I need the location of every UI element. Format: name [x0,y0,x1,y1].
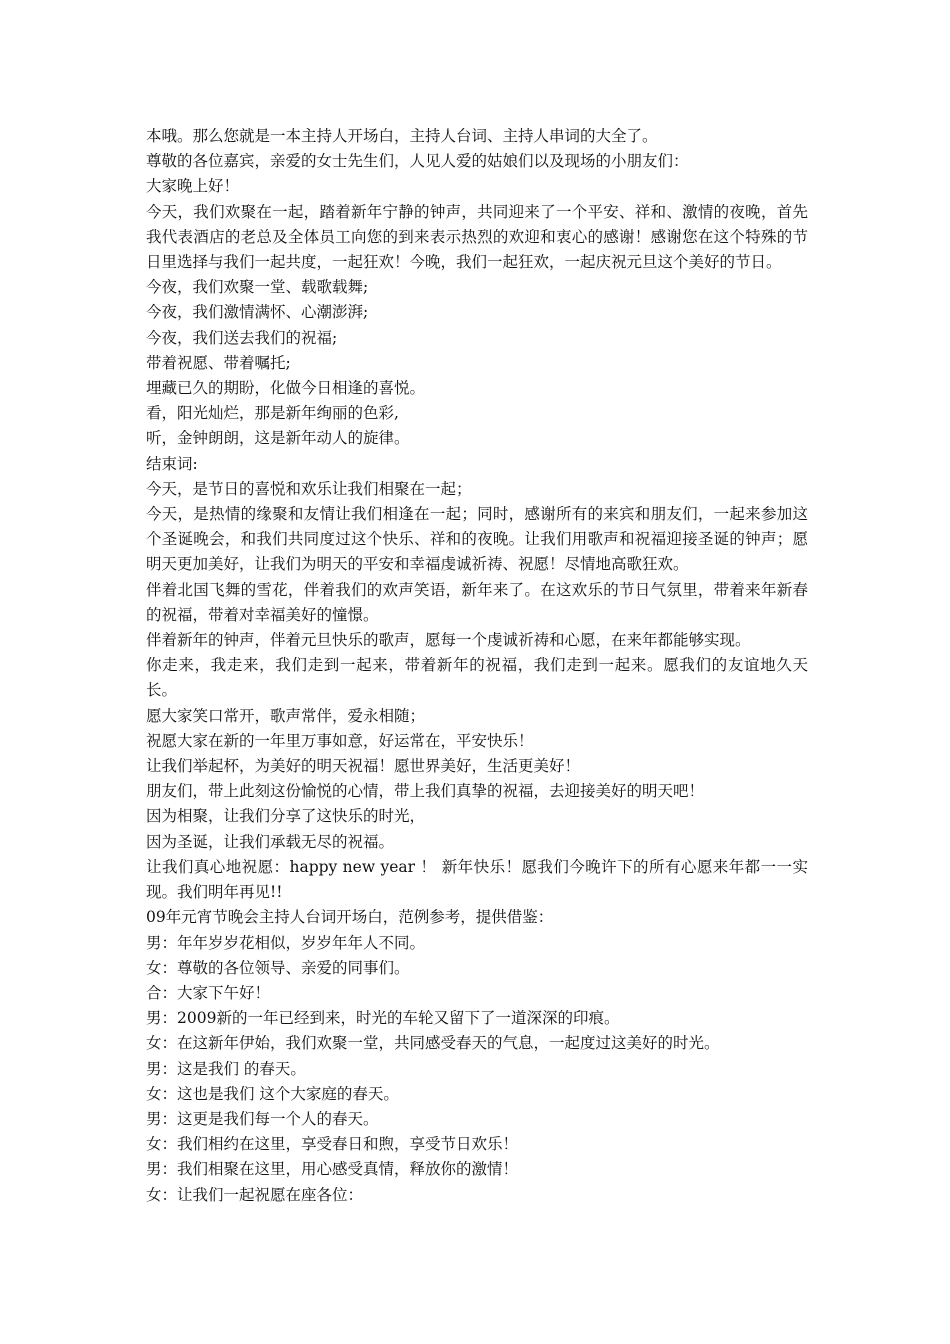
paragraph: 伴着新年的钟声，伴着元旦快乐的歌声，愿每一个虔诚祈祷和心愿，在来年都能够实现。 [146,631,751,650]
paragraph: 听，金钟朗朗，这是新年动人的旋律。 [146,429,410,448]
paragraph: 男：我们相聚在这里，用心感受真情，释放你的激情！ [146,1160,519,1179]
paragraph: 本哦。那么您就是一本主持人开场白，主持人台词、主持人串词的大全了。 [146,127,658,145]
paragraph: 尊敬的各位嘉宾，亲爱的女士先生们，人见人爱的姑娘们以及现场的小朋友们： [146,152,689,171]
paragraph: 大家晚上好！ [146,177,240,196]
paragraph: 埋藏已久的期盼，化做今日相逢的喜悦。 [146,379,426,398]
paragraph: 伴着北国飞舞的雪花，伴着我们的欢声笑语，新年来了。在这欢乐的节日气氛里，带着来年新春的祝福，带着对幸福美好的憧憬。 [146,580,808,624]
paragraph: 朋友们，带上此刻这份愉悦的心情，带上我们真挚的祝福，去迎接美好的明天吧！ [146,782,705,801]
paragraph: 男：2009新的一年已经到来，时光的车轮又留下了一道深深的印痕。 [146,1009,620,1028]
paragraph: 今夜，我们激情满怀、心潮澎湃; [146,303,369,322]
paragraph: 今天，是节日的喜悦和欢乐让我们相聚在一起； [146,479,472,498]
paragraph: 女：尊敬的各位领导、亲爱的同事们。 [146,958,410,977]
paragraph: 让我们举起杯，为美好的明天祝福！愿世界美好，生活更美好！ [146,757,581,776]
paragraph: 女：在这新年伊始，我们欢聚一堂，共同感受春天的气息，一起度过这美好的时光。 [146,1034,720,1053]
paragraph: 今夜，我们送去我们的祝福; [146,328,338,347]
paragraph: 女：我们相约在这里，享受春日和煦，享受节日欢乐！ [146,1135,519,1154]
paragraph: 因为相聚，让我们分享了这快乐的时光， [146,807,426,826]
paragraph: 今天，我们欢聚在一起，踏着新年宁静的钟声，共同迎来了一个平安、祥和、激情的夜晚，首先我代表酒店的老总及全体员工向您的到来表示热烈的欢迎和衷心的感谢！感谢您在这个特殊的节日里选择与我们一起共度，一起狂欢！今晚，我们一起狂欢，一起庆祝元旦这个美好的节日。 [146,202,808,272]
paragraph: 男：年年岁岁花相似，岁岁年年人不同。 [146,933,426,952]
paragraph: 女：这也是我们 这个大家庭的春天。 [146,1084,399,1103]
paragraph: 合：大家下午好！ [146,983,271,1002]
paragraph: 因为圣诞，让我们承载无尽的祝福。 [146,832,395,851]
paragraph: 你走来，我走来，我们走到一起来，带着新年的祝福，我们走到一起来。愿我们的友谊地久天长。 [146,656,808,700]
paragraph: 今夜，我们欢聚一堂、载歌载舞; [146,278,369,297]
paragraph: 带着祝愿、带着嘱托; [146,353,291,372]
paragraph: 今天，是热情的缘聚和友情让我们相逢在一起；同时，感谢所有的来宾和朋友们，一起来参加这个圣诞晚会，和我们共同度过这个快乐、祥和的夜晚。让我们用歌声和祝福迎接圣诞的钟声；愿明天更加美好，让我们为明天的平安和幸福虔诚祈祷、祝愿！尽情地高歌狂欢。 [146,505,808,574]
paragraph: 男：这更是我们每一个人的春天。 [146,1109,379,1128]
paragraph: 愿大家笑口常开，歌声常伴，爱永相随； [146,706,426,725]
paragraph: 祝愿大家在新的一年里万事如意，好运常在，平安快乐！ [146,731,534,750]
paragraph: 结束词: [146,454,198,473]
document-body [146,124,808,1208]
paragraph: 让我们真心地祝愿：happy new year ！ 新年快乐！愿我们今晚许下的所有心愿来年都一一实现。我们明年再见!! [146,857,808,902]
paragraph: 男：这是我们 的春天。 [146,1059,306,1078]
paragraph: 女：让我们一起祝愿在座各位： [146,1185,364,1204]
paragraph: 看，阳光灿烂，那是新年绚丽的色彩, [146,404,399,423]
paragraph: 09年元宵节晚会主持人台词开场白，范例参考，提供借鉴： [146,908,554,927]
